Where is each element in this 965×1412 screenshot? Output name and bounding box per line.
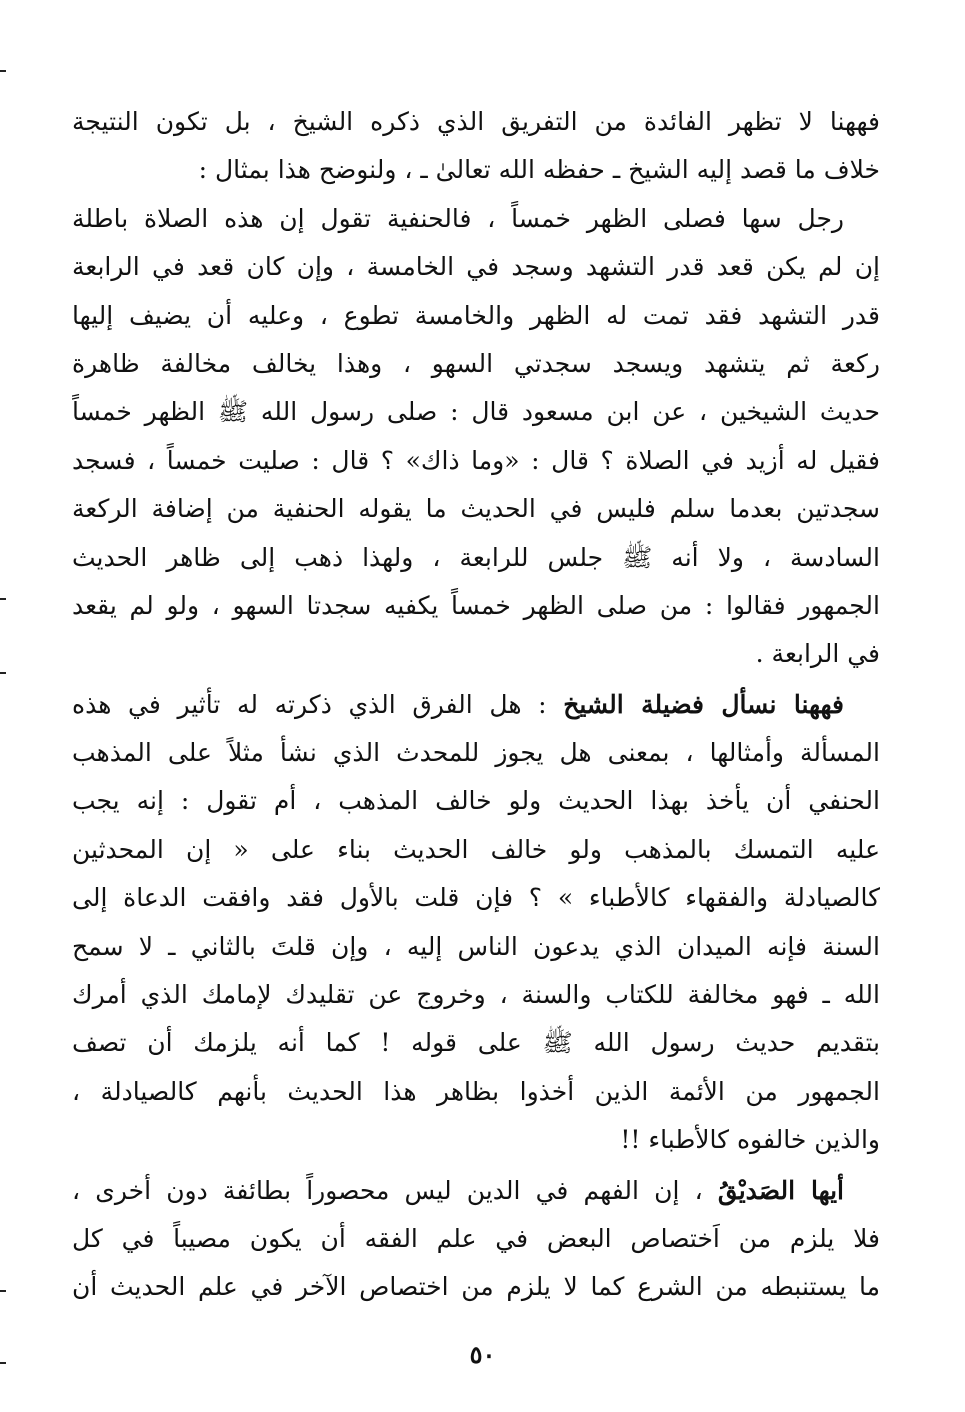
text-line: الله ـ فهو مخالفة للكتاب والسنة ، وخروج عن تقليدك لإمامك الذي أمرك	[72, 980, 880, 1010]
text-line: ما يستنبطه من الشرع كما لا يلزم من اختصاص الآخر في علم الحديث أن	[72, 1272, 880, 1302]
margin-tick	[0, 70, 6, 72]
text-line: والذين خالفوه كالأطباء !!	[620, 1125, 880, 1155]
margin-tick	[0, 598, 6, 600]
margin-tick	[0, 1362, 6, 1364]
text-line: بتقديم حديث رسول الله ﷺ على قوله ! كما أنه يلزمك أن تصف	[72, 1028, 880, 1058]
text-line: الحنفي أن يأخذ بهذا الحديث ولو خالف المذهب ، أم تقول : إنه يجب	[72, 786, 880, 816]
text-line: الجمهور من الأئمة الذين أخذوا بظاهر هذا الحديث بأنهم كالصيادلة ،	[72, 1076, 880, 1106]
text-line: الجمهور فقالوا : من صلى الظهر خمساً يكفيه سجدتا السهو ، ولو لم يقعد	[72, 590, 880, 620]
paragraph-start-line: رجل سها فصلى الظهر خمساً ، فالحنفية تقول إن هذه الصلاة باطلة	[72, 203, 844, 233]
line-rest: : هل الفرق الذي ذكرته له تأثير في هذه	[72, 689, 564, 719]
page-number: ٥٠	[469, 1340, 496, 1369]
paragraph-start-line	[72, 681, 880, 729]
text-line: حديث الشيخين ، عن ابن مسعود قال : صلى رسول الله ﷺ الظهر خمساً	[72, 397, 880, 427]
text-line: السادسة ، ولا أنه ﷺ جلس للرابعة ، ولهذا ذهب إلى ظاهر الحديث	[72, 542, 880, 572]
text-line: السنة فإنه الميدان الذي يدعون الناس إليه ، وإن قلتَ بالثاني ـ لا سمح	[72, 931, 880, 961]
text-line: فلا يلزم من اَختصاص البعض في علم الفقه أن يكون مصيباً في كل	[72, 1223, 880, 1253]
margin-tick	[0, 672, 6, 674]
bold-lead-phrase: فههنا نسأل فضيلة الشيخ	[563, 689, 844, 719]
text-line: خلاف ما قصد إليه الشيخ ـ حفظه الله تعالىٰ ـ ، ولنوضح هذا بمثال :	[198, 155, 880, 185]
text-line: فقيل له أزيد في الصلاة ؟ قال : «وما ذاك» ؟ قال : صليت خمساً ، فسجد	[72, 445, 880, 475]
margin-tick	[0, 1290, 6, 1292]
text-line: كالصيادلة والفقهاء كالأطباء » ؟ فإن قلت بالأول فقد وافقت الدعاة إلى	[72, 883, 880, 913]
text-line: المسألة وأمثالها ، بمعنى هل يجوز للمحدث الذي نشأ مثلاً على المذهب	[72, 738, 880, 768]
text-line: سجدتين بعدما سلم فليس في الحديث ما يقوله الحنفية من إضافة الركعة	[72, 494, 880, 524]
bold-lead-phrase: أيها الصَديْقُ	[717, 1175, 844, 1205]
text-line: عليه التمسك بالمذهب ولو خالف الحديث بناء على « إن المحدثين	[72, 834, 880, 864]
text-line: في الرابعة .	[755, 639, 880, 669]
page-body	[72, 98, 880, 1312]
line-rest: ، إن الفهم في الدين ليس محصوراً بطائفة دون أخرى ،	[72, 1175, 718, 1205]
text-line: فههنا لا تظهر الفائدة من التفريق الذي ذكره الشيخ ، بل تكون النتيجة	[72, 107, 880, 136]
text-line: قدر التشهد فقد تمت له الظهر والخامسة تطوع ، وعليه أن يضيف إليها	[72, 300, 880, 330]
paragraph-start-line	[72, 1167, 880, 1215]
text-line: ركعة ثم يتشهد ويسجد سجدتي السهو ، وهذا يخالف مخالفة ظاهرة	[72, 348, 880, 378]
text-line: إن لم يكن قعد قدر التشهد وسجد في الخامسة ، وإن كان قعد في الرابعة	[72, 252, 880, 282]
